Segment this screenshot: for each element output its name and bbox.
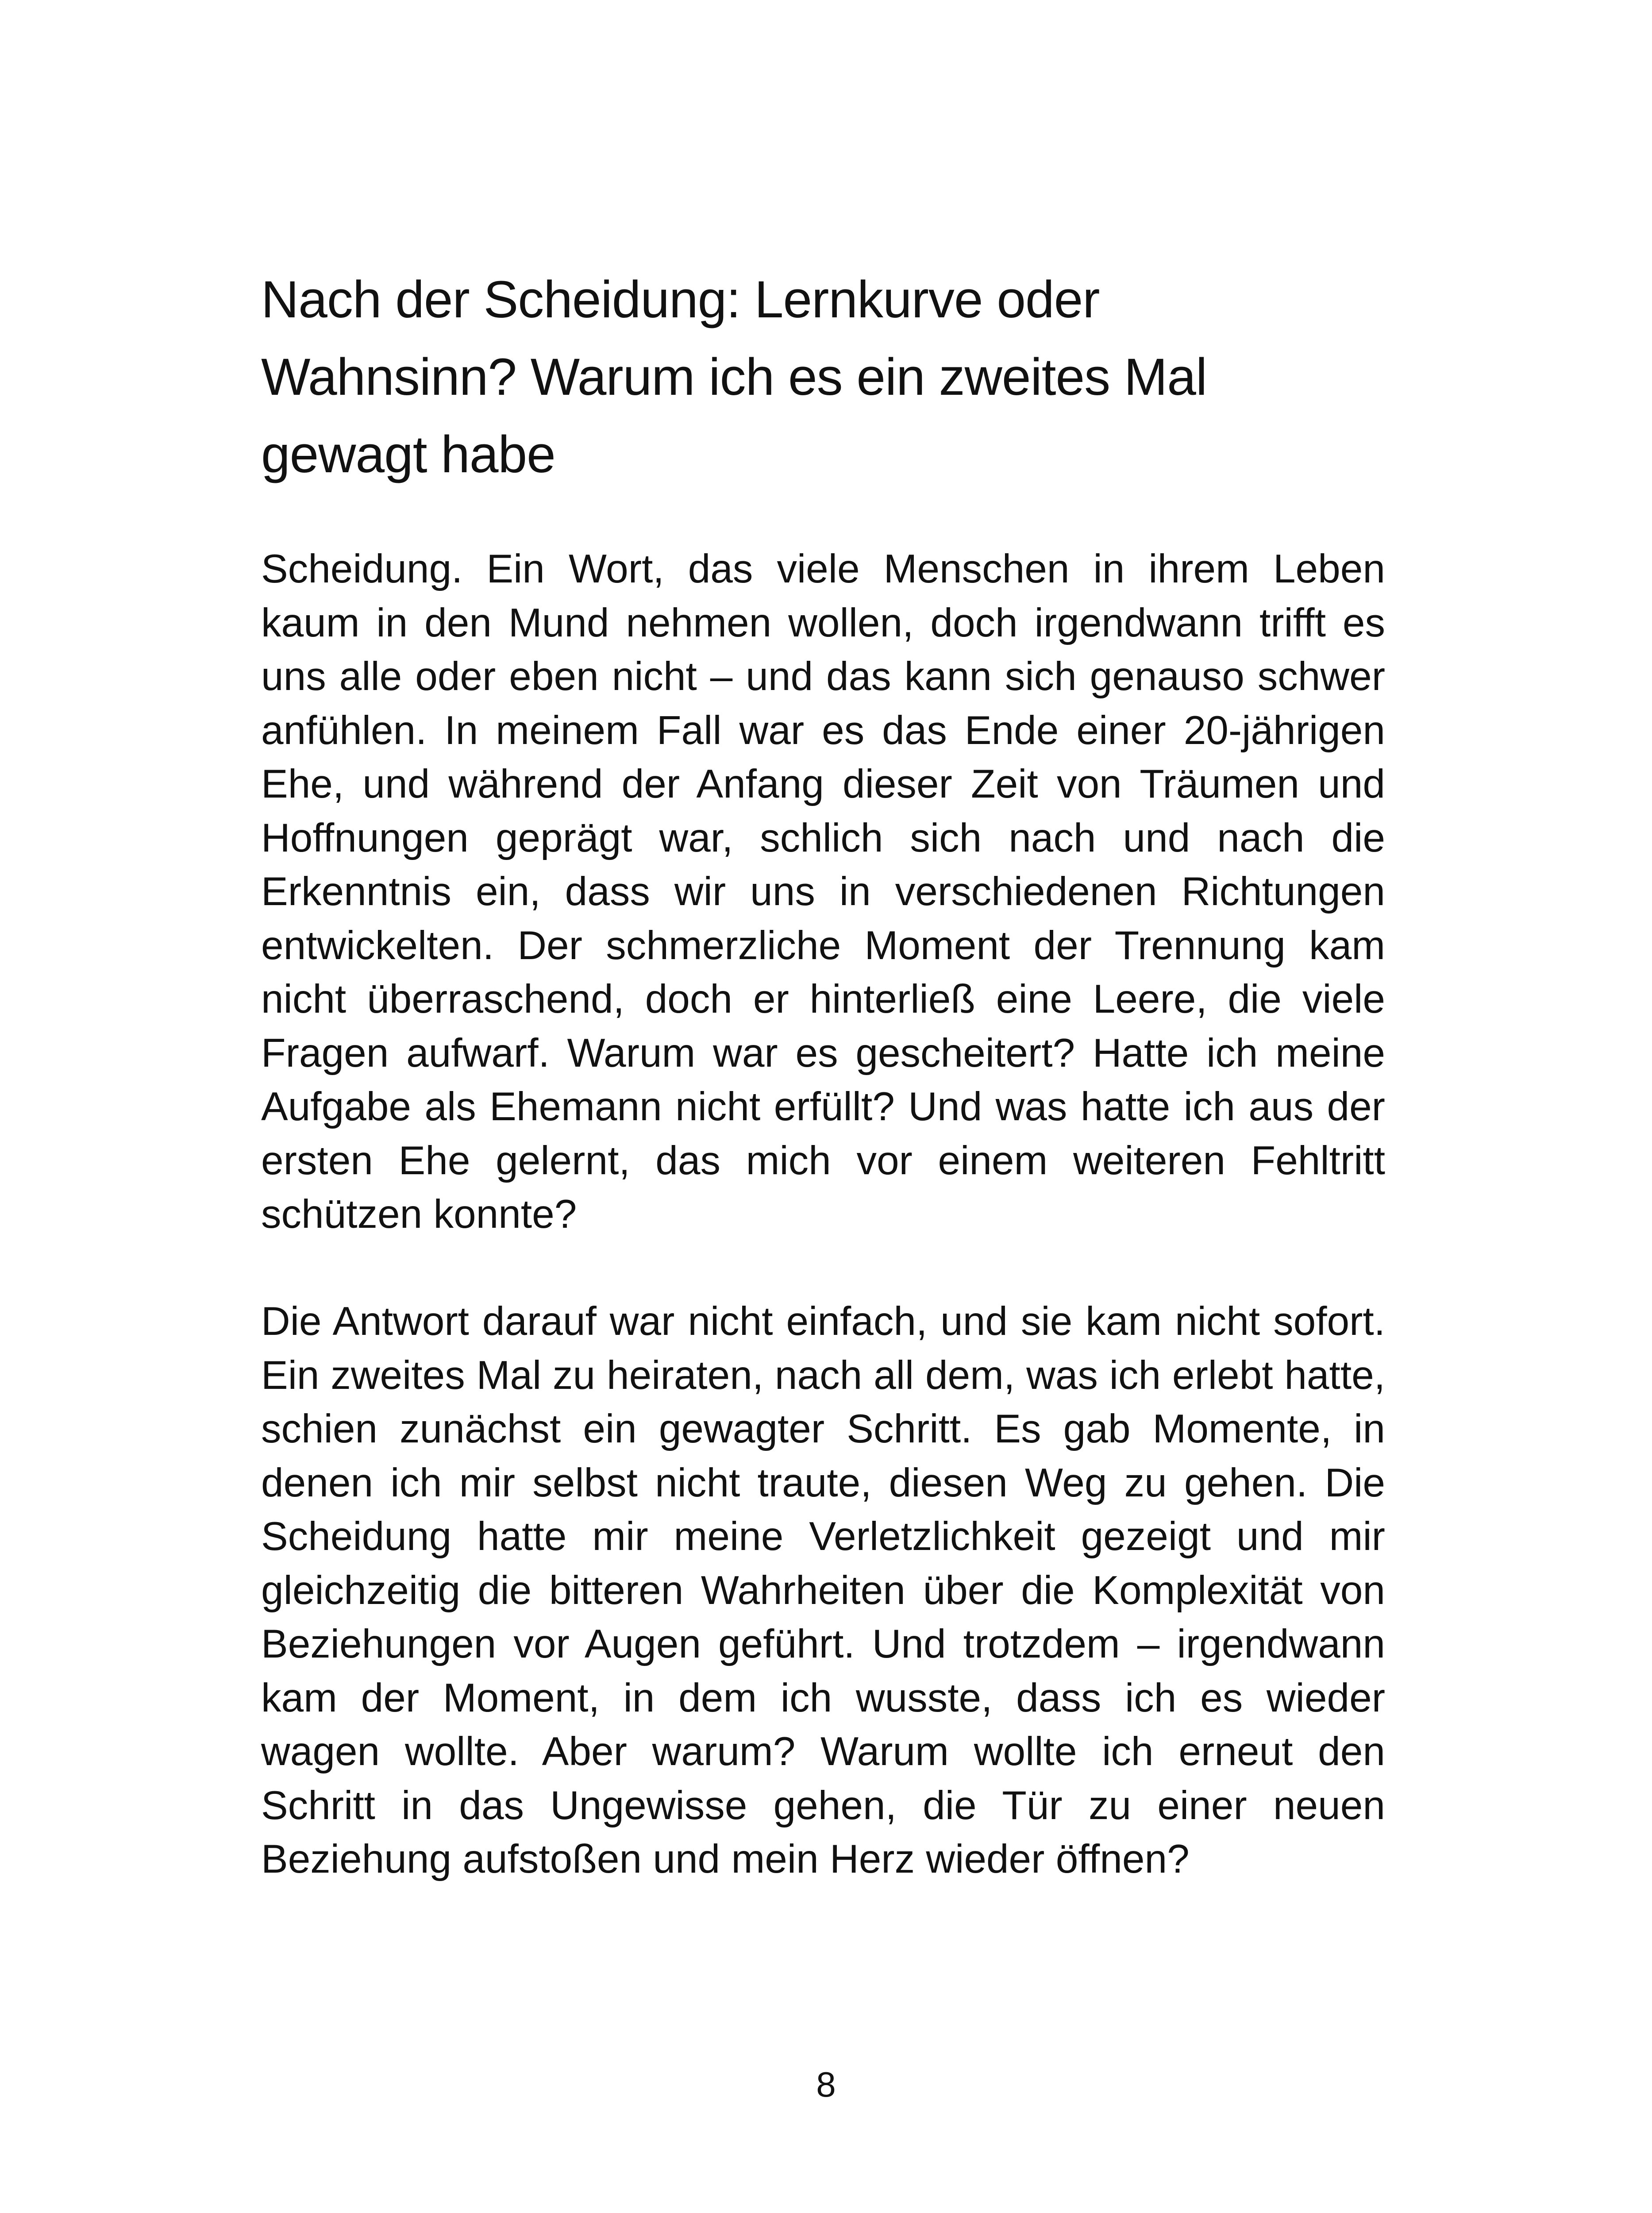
chapter-heading-line-3: gewagt habe <box>261 425 555 484</box>
body-paragraph-1: Scheidung. Ein Wort, das viele Menschen in ihrem Leben kaum in den Mund nehmen wollen, doch irgendwann trifft es uns alle oder eben nicht – und das kann sich genauso schwer anfühlen. In meinem Fall war es das Ende einer 20-jährigen Ehe, und während der Anfang dieser Zeit von Träumen und Hoffnungen geprägt war, schlich sich nach und nach die Erkenntnis ein, dass wir uns in verschiedenen Richtungen entwickelten. Der schmerzliche Moment der Trennung kam nicht überraschend, doch er hinterließ eine Leere, die viele Fragen aufwarf. Warum war es gescheitert? Hatte ich meine Aufgabe als Ehemann nicht erfüllt? Und was hatte ich aus der ersten Ehe gelernt, das mich vor einem weiteren Fehltritt schützen konnte? <box>261 547 1385 1237</box>
chapter-heading-line-2: Wahnsinn? Warum ich es ein zweites Mal <box>261 348 1207 406</box>
body-paragraph-2: Die Antwort darauf war nicht einfach, und sie kam nicht sofort. Ein zweites Mal zu heiraten, nach all dem, was ich erlebt hatte, schien zunächst ein gewagter Schritt. Es gab Momente, in denen ich mir selbst nicht traute, diesen Weg zu gehen. Die Scheidung hatte mir meine Verletzlichkeit gezeigt und mir gleichzeitig die bitteren Wahrheiten über die Komplexität von Beziehungen vor Augen geführt. Und trotzdem – irgendwann kam der Moment, in dem ich wusste, dass ich es wieder wagen wollte. Aber warum? Warum wollte ich erneut den Schritt in das Ungewisse gehen, die Tür zu einer neuen Beziehung aufstoßen und mein Herz wieder öffnen? <box>261 1299 1385 1881</box>
chapter-heading-line-1: Nach der Scheidung: Lernkurve oder <box>261 270 1100 329</box>
page-number: 8 <box>816 2065 836 2104</box>
chapter-heading <box>261 261 1390 493</box>
